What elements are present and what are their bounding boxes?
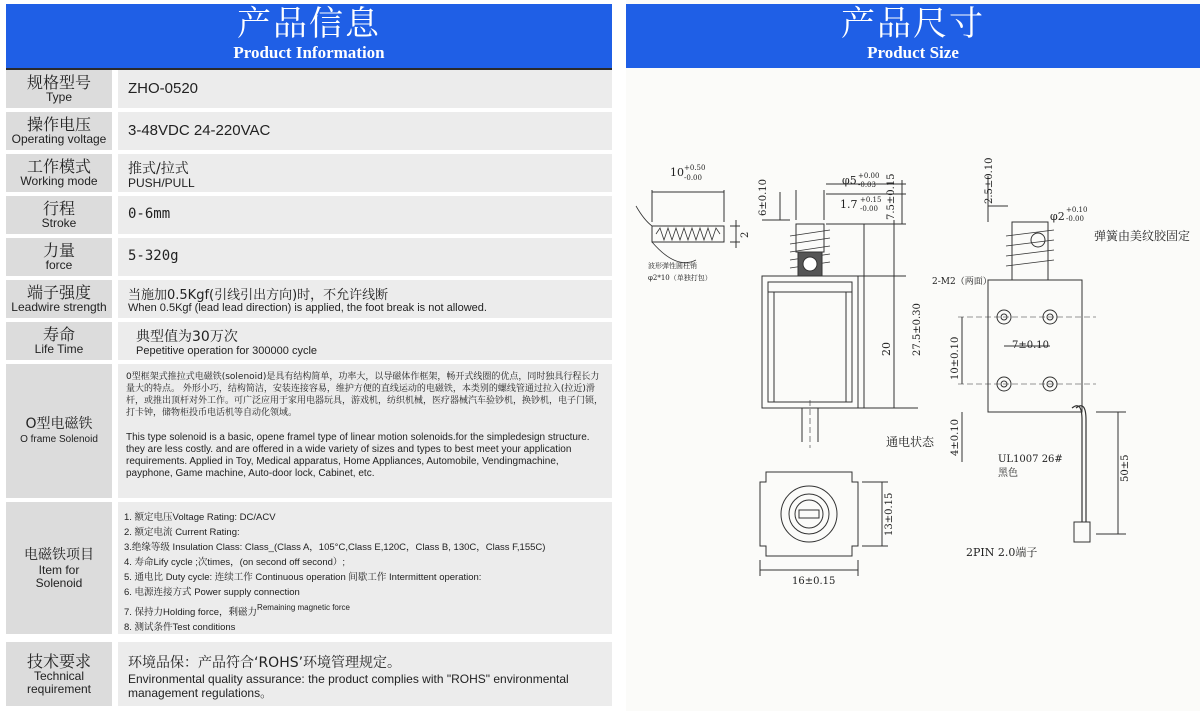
row-oframe-label [6,364,112,498]
row-voltage-value [118,112,612,150]
life-value-cn: 典型值为30万次 [136,329,238,345]
list-item-note: Remaining magnetic force [257,603,350,612]
dim-50-label: 50±5 [1120,454,1131,482]
row-leadwire [6,280,612,318]
dim-20-label: 20 [880,342,893,356]
banner-title-en: Product Size [867,43,959,62]
row-technical-requirement [6,642,612,706]
label-cn: 电磁铁项目 [24,546,94,563]
row-items-label [6,502,112,634]
list-item-text: 7. 保持力Holding force，剩磁力 [124,607,258,618]
label-cn: 寿命 [42,325,75,344]
connector-note: 2PIN 2.0端子 [966,546,1038,559]
label-cn: 工作模式 [26,157,91,176]
leadwire-value-en: When 0.5Kgf (lead lead direction) is applied, the foot break is not allowed. [128,302,487,314]
list-item [124,600,606,620]
wire-note-2: 黑色 [998,468,1018,479]
label-en: force [45,258,73,272]
dim-1-7-label: 1.7 [840,198,858,211]
row-oframe-value [118,364,612,498]
row-items-value [118,502,612,634]
dim-phi2-label: φ2 [1050,210,1065,223]
tech-value-en: Environmental quality assurance: the product complies with "ROHS" environmental management regulations。 [128,672,569,700]
row-voltage-label [6,112,112,150]
list-item: 8. 测试条件Test conditions [124,622,236,633]
list-item: 6. 电源连接方式 Power supply connection [124,587,300,598]
label-en-1: Item for [38,562,80,577]
row-mode-label [6,154,112,192]
dim-2-5-label: 2.5±0.10 [984,157,995,204]
list-item: 4. 寿命Lify cycle ;次times，(on second off second）; [124,557,346,568]
dim-7-label: 7±0.10 [1012,340,1050,351]
label-en: Operating voltage [11,132,107,146]
dim-phi5-tol-up: +0.00 [858,172,880,180]
dim-10b-label: 10±0.10 [950,336,961,380]
dim-4-label: 4±0.10 [950,418,961,456]
dim-6-label: 6±0.10 [758,178,769,216]
leadwire-value-cn: 当施加0.5Kgf(引线引出方向)时，不允许线断 [128,288,389,303]
bottom-view [760,472,888,576]
type-value: ZHO-0520 [128,80,199,97]
list-item: 2. 额定电流 Current Rating: [124,527,240,538]
energized-state-note: 通电状态 [886,435,935,449]
row-type [6,70,612,108]
dimension-drawing [626,70,1200,711]
row-tech-value [118,642,612,706]
label-en-2: Solenoid [35,575,83,590]
row-tech-label [6,642,112,706]
row-leadwire-value [118,280,612,318]
product-size-panel [626,0,1200,711]
row-type-value [118,70,612,108]
dim-7-5-label: 7.5±0.15 [886,173,897,220]
dim-1-7-tol-up: +0.15 [860,196,882,204]
tech-value-cn: 环境品保：产品符合‘ROHS’环境管理规定。 [128,655,402,671]
voltage-value: 3-48VDC 24-220VAC [128,122,271,139]
row-life [6,322,612,360]
dim-phi5-tol-dn: -0.03 [858,181,876,189]
row-solenoid-items [6,502,612,634]
dim-2-label: 2 [740,231,751,238]
oframe-desc-en: This type solenoid is a basic, opene framel type of linear motion solenoids.for the simpledesign structure. they are less costly. and are offered in a wide variety of sizes and types to best meet your application requirements. Applied in Toy, Medical apparatus, Home Appliances, Automobile, Vendingmachine, payphone, Game machine, Auto-door lock, Cabinet, etc. [126,432,590,479]
label-en: O frame Solenoid [20,434,98,445]
row-stroke [6,196,612,234]
dim-phi2-tol-dn: -0.00 [1066,215,1084,223]
row-force-label [6,238,112,276]
label-cn: 规格型号 [26,73,91,92]
row-life-value [118,322,612,360]
label-en-2: requirement [26,681,92,696]
list-item: 3.绝缘等级 Insulation Class: Class_(Class A，105°C,Class E,120C，Class B, 130C，Class F,155C) [124,542,546,553]
dim-10-label: 10 [670,166,684,179]
mode-value-en: PUSH/PULL [128,176,195,190]
list-item: 5. 通电比 Duty cycle: 连续工作 Continuous operation 间歇工作 Intermittent operation: [124,572,482,583]
force-value: 5-320g [128,248,179,264]
row-oframe [6,364,612,498]
m2-note: 2-M2（两面） [932,277,992,287]
product-size-banner [626,4,1200,68]
label-en: Working mode [20,174,98,188]
row-force [6,238,612,276]
list-item: 1. 额定电压Voltage Rating: DC/ACV [124,512,276,523]
label-en: Leadwire strength [11,300,107,314]
label-cn: O型电磁铁 [25,416,93,432]
banner-title-en: Product Information [233,43,385,62]
row-mode [6,154,612,192]
label-cn: 端子强度 [26,283,91,302]
dim-16-label: 16±0.15 [792,576,836,587]
row-life-label [6,322,112,360]
label-cn: 行程 [42,199,75,218]
dim-27-5-label: 27.5±0.30 [912,303,923,356]
row-voltage [6,112,612,150]
row-stroke-label [6,196,112,234]
wire-note-1: UL1007 26# [998,454,1063,465]
dim-10-tol-up: +0.50 [684,164,706,172]
dim-1-7-tol-dn: -0.00 [860,205,878,213]
label-cn: 操作电压 [26,115,91,134]
spring-pin-detail [636,190,740,263]
label-en: Life Time [34,342,84,356]
pin-note-2: φ2*10（单独打包） [648,274,712,282]
row-type-label [6,70,112,108]
row-stroke-value [118,196,612,234]
pin-note-1: 波形弹性圆柱销 [648,262,697,270]
product-information-banner [6,4,612,68]
dim-phi2-tol-up: +0.10 [1066,206,1088,214]
dim-10-tol-dn: -0.00 [684,174,702,182]
spring-note: 弹簧由美纹胶固定 [1094,229,1191,243]
label-en: Type [45,90,72,104]
stroke-value: 0-6mm [128,206,171,222]
row-force-value [118,238,612,276]
banner-title-cn: 产品信息 [237,4,381,44]
label-en: Stroke [41,216,77,230]
dim-phi5-label: φ5 [842,174,857,187]
label-cn: 力量 [42,241,75,260]
label-cn: 技术要求 [26,651,91,671]
oframe-desc-cn: 0型框架式推拉式电磁铁(solenoid)是具有结构简单，功率大，以导磁体作框架，畅开式线圈的优点，同时独具行程长力量大的特点。 外形小巧，结构简洁，安装连接容易，维护方便的直线运动的电磁铁，本类别的螺线管通过拉入(拉近)滑杆，或推出顶杆对外工作。可广泛应用于家用电器玩具，游戏机，纺织机械，医疗器械汽车验钞机，换钞机，电子门锁，打卡钟，储物柜投币电话机等自动化领域。 [126,372,604,418]
dim-13-label: 13±0.15 [884,492,895,536]
banner-title-cn: 产品尺寸 [841,4,985,44]
row-mode-value [118,154,612,192]
solenoid-items-list [124,510,606,635]
mode-value-cn: 推式/拉式 [128,161,189,177]
row-leadwire-label [6,280,112,318]
life-value-en: Pepetitive operation for 300000 cycle [136,345,318,357]
label-en-1: Technical [33,668,85,683]
